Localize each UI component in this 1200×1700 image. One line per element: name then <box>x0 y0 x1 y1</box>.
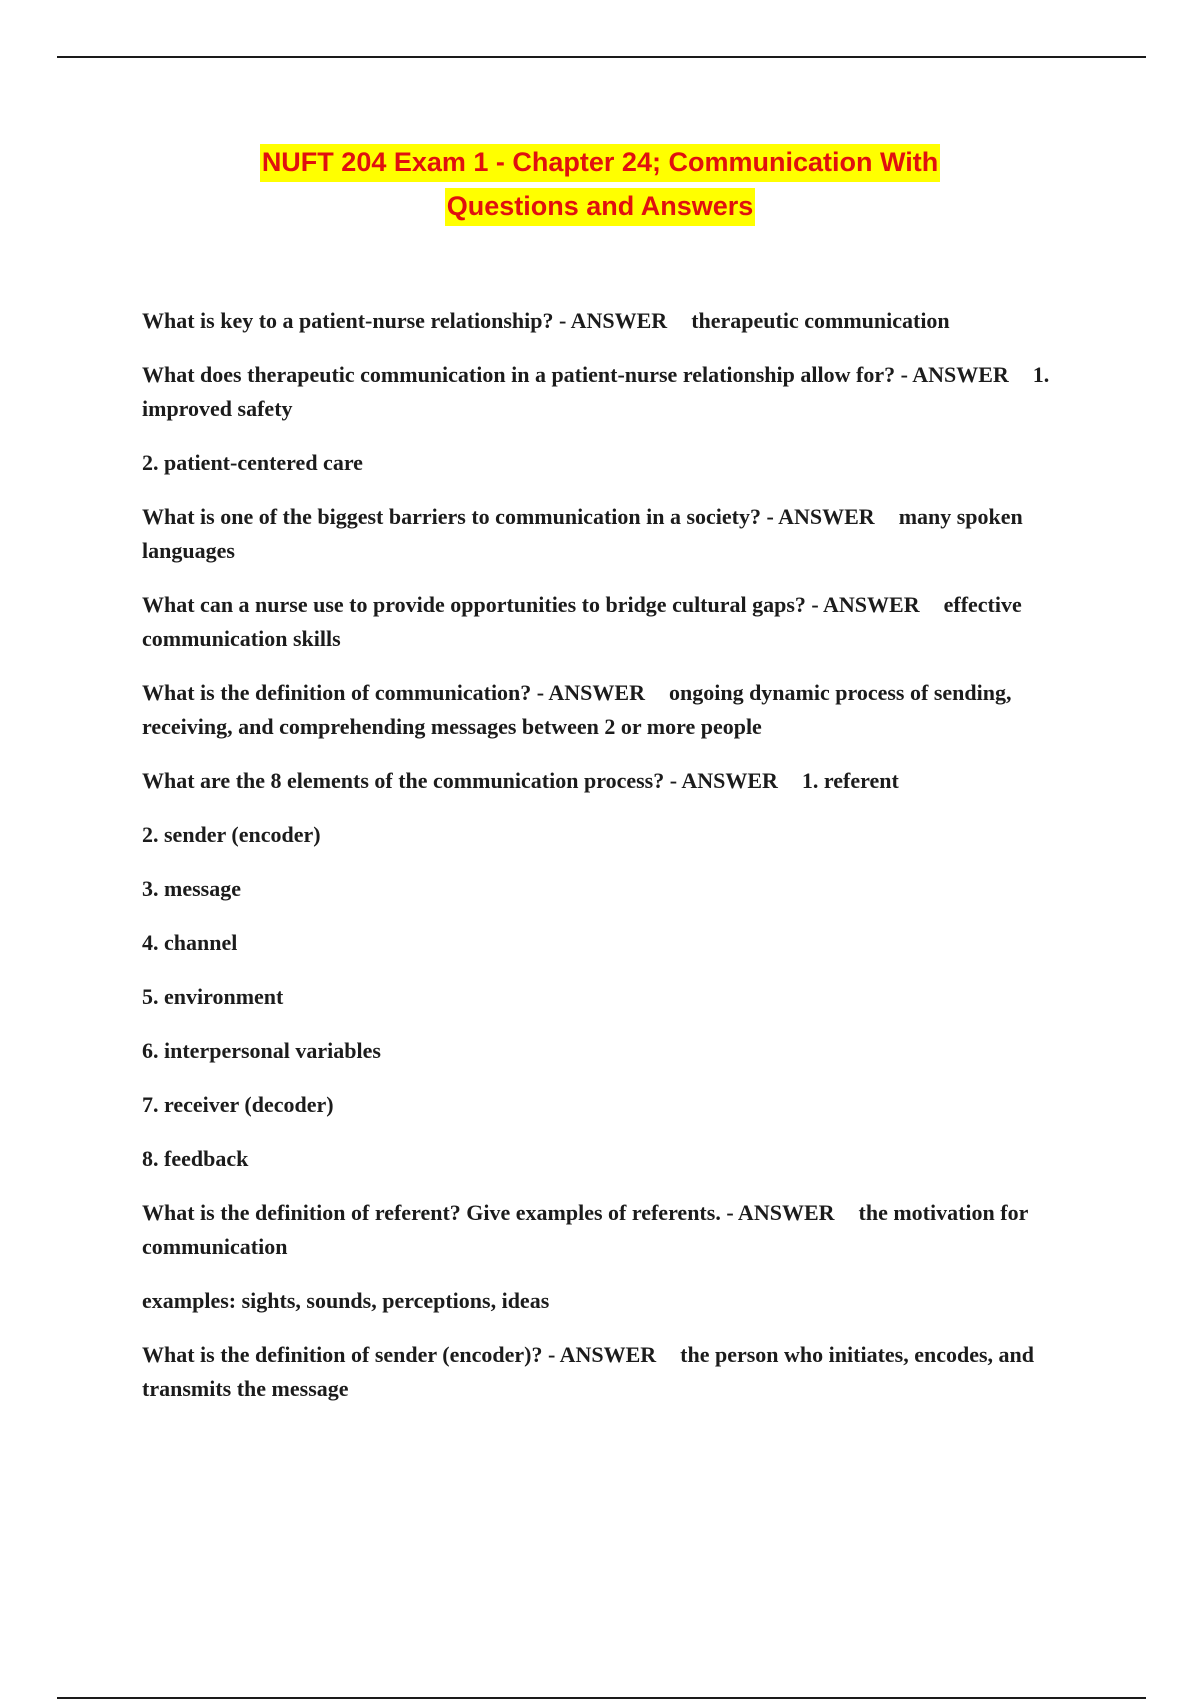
qa-paragraph <box>142 1338 1092 1406</box>
answer-text: many spoken languages <box>142 504 1023 563</box>
header-rule <box>57 56 1146 58</box>
document-title <box>0 140 1200 228</box>
footer-rule <box>57 1697 1146 1699</box>
qa-paragraph <box>142 588 1092 656</box>
list-item: 2. sender (encoder) <box>142 822 321 847</box>
qa-paragraph <box>142 764 1092 798</box>
list-item: 5. environment <box>142 984 284 1009</box>
title-line-2: Questions and Answers <box>0 184 1200 228</box>
list-item: 2. patient-centered care <box>142 450 363 475</box>
list-item: 4. channel <box>142 930 238 955</box>
document-body <box>142 304 1092 1426</box>
question-text: What is the definition of referent? Give examples of referents. - ANSWER <box>142 1200 835 1225</box>
question-text: What is key to a patient-nurse relationship? - ANSWER <box>142 308 668 333</box>
qa-paragraph <box>142 1196 1092 1264</box>
qa-paragraph <box>142 500 1092 568</box>
list-item: 7. receiver (decoder) <box>142 1092 334 1117</box>
list-item: 3. message <box>142 876 241 901</box>
answer-text: 1. improved safety <box>142 362 1050 421</box>
title-line-1: NUFT 204 Exam 1 - Chapter 24; Communication With <box>0 140 1200 184</box>
list-item: 8. feedback <box>142 1146 249 1171</box>
answer-text: therapeutic communication <box>691 308 950 333</box>
question-text: What is the definition of communication? - ANSWER <box>142 680 645 705</box>
answer-text: effective communication skills <box>142 592 1022 651</box>
question-text: What can a nurse use to provide opportunities to bridge cultural gaps? - ANSWER <box>142 592 920 617</box>
question-text: What is one of the biggest barriers to communication in a society? - ANSWER <box>142 504 875 529</box>
answer-text: ongoing dynamic process of sending, receiving, and comprehending messages between 2 or more people <box>142 680 1012 739</box>
answer-text: the motivation for communication <box>142 1200 1028 1259</box>
list-item: 6. interpersonal variables <box>142 1038 381 1063</box>
answer-text: the person who initiates, encodes, and transmits the message <box>142 1342 1035 1401</box>
answer-text: 1. referent <box>801 768 899 793</box>
question-text: What are the 8 elements of the communication process? - ANSWER <box>142 768 778 793</box>
qa-paragraph <box>142 304 1092 338</box>
question-text: What does therapeutic communication in a patient-nurse relationship allow for? - ANSWER <box>142 362 1009 387</box>
question-text: What is the definition of sender (encoder)? - ANSWER <box>142 1342 657 1367</box>
qa-paragraph <box>142 358 1092 426</box>
qa-paragraph <box>142 676 1092 744</box>
list-item: examples: sights, sounds, perceptions, ideas <box>142 1288 550 1313</box>
